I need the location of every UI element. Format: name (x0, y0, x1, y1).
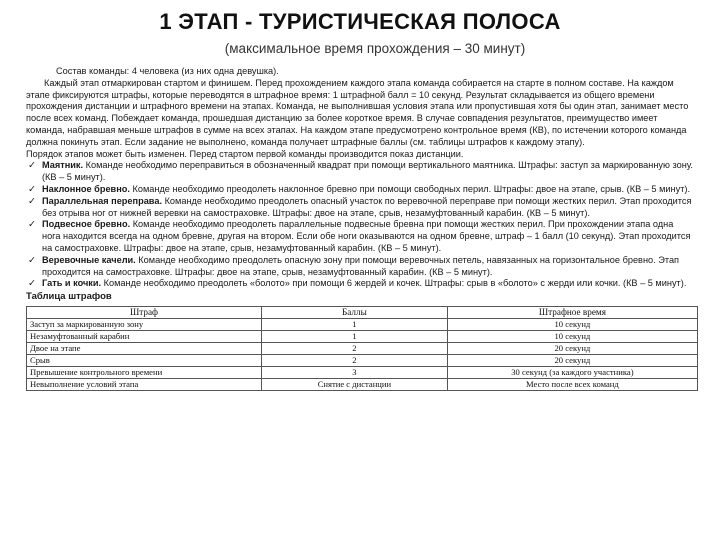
list-item (26, 196, 694, 220)
points-cell: 1 (261, 330, 447, 342)
points-cell: 2 (261, 342, 447, 354)
penalty-cell: Заступ за маркированную зону (27, 318, 262, 330)
table-row (27, 354, 698, 366)
list-item (26, 255, 694, 279)
stage-text: Команде необходимо преодолеть опасный участок по веревочной переправе при помощи жестких перил. Этап проходится без отрыва ног от нижней веревки на самостраховке. Штрафы: двое на этапе, срыв, незамуфтованный карабин. (КВ – 5 минут). (42, 195, 692, 218)
checkmark-icon: ✓ (28, 254, 36, 266)
stages-list (26, 160, 694, 290)
table-row (27, 342, 698, 354)
points-cell: 3 (261, 366, 447, 378)
checkmark-icon: ✓ (28, 195, 36, 207)
table-row (27, 330, 698, 342)
column-header-penalty: Штраф (27, 306, 262, 318)
points-cell: 2 (261, 354, 447, 366)
page-subtitle: (максимальное время прохождения – 30 минут) (224, 41, 526, 56)
checkmark-icon: ✓ (28, 183, 36, 195)
table-row (27, 318, 698, 330)
stage-text: Команде необходимо преодолеть «болото» при помощи 6 жердей и кочек. Штрафы: срыв в «болото» с жерди или кочки. (КВ – 5 минут). (103, 278, 687, 289)
stage-name: Наклонное бревно. (42, 183, 130, 194)
checkmark-icon: ✓ (28, 160, 36, 172)
penalty-table (26, 306, 698, 391)
column-header-points: Баллы (261, 306, 447, 318)
checkmark-icon: ✓ (28, 219, 36, 231)
points-cell: Снятие с дистанции (261, 378, 447, 390)
team-composition-value: 4 человека (из них одна девушка). (131, 66, 279, 76)
document-page (0, 9, 720, 549)
list-item (26, 278, 694, 290)
stage-name: Маятник. (42, 160, 84, 171)
stage-name: Веревочные качели. (42, 254, 136, 265)
table-row (27, 366, 698, 378)
list-item (26, 160, 694, 184)
stage-name: Гать и кочки. (42, 278, 102, 289)
stage-name: Параллельная переправа. (42, 195, 162, 206)
stage-text: Команде необходимо переправиться в обозначенный квадрат при помощи вертикального маятника. Штрафы: заступ за маркированную зону. (КВ – 5 минут). (42, 160, 693, 183)
time-cell: 30 секунд (за каждого участника) (447, 366, 697, 378)
table-row (27, 378, 698, 390)
column-header-penalty-time: Штрафное время (447, 306, 697, 318)
time-cell: 10 секунд (447, 318, 697, 330)
time-cell: 20 секунд (447, 342, 697, 354)
list-item (26, 184, 694, 196)
time-cell: Место после всех команд (447, 378, 697, 390)
points-cell: 1 (261, 318, 447, 330)
penalty-cell: Незамуфтованный карабин (27, 330, 262, 342)
intro-paragraph: Каждый этап отмаркирован стартом и финишем. Перед прохождением каждого этапа команда собирается на старте в полном составе. На каждом этапе фиксируются штрафы, которые переводятся в штрафное время: 1 штрафной балл = 10 секунд. Результат складывается из общего времени прохождения дистанции и штрафного времени на этапах. Команда, не выполнившая условия этапа или пропустившая хотя бы один этап, занимает место после всех команд. Побеждает команда, прошедшая дистанцию за более короткое время. В случае совпадения результатов, преимущество имеет команда, набравшая меньше штрафов в сумме на всех этапах. На каждом этапе предусмотрено контрольное время (КВ), по истечении которого команда должна покинуть этап. Если задание не выполнено, команда получает штрафные баллы (см. таблицы штрафов к каждому этапу). (26, 77, 689, 147)
stage-text: Команде необходимо преодолеть параллельные подвесные бревна при помощи жестких перил. При прохождении этапа одна нога находится всегда на одном бревне, другая на втором. Если обе ноги оказываются на одном бревне, штраф – 1 балл (10 секунд). Этап проходится на самостраховке. Штрафы: двое на этапе, срыв, незамуфтованный карабин. (КВ – 5 минут). (42, 219, 691, 253)
penalty-cell: Невыполнение условий этапа (27, 378, 262, 390)
penalty-cell: Превышение контрольного времени (27, 366, 262, 378)
stage-text: Команде необходимо преодолеть опасную зону при помощи веревочных петель, навязанных на горизонтальное бревно. Этап проходится на самостраховке. Штрафы: двое на этапе, срыв, незамуфтованный карабин. (КВ – 5 минут). (42, 254, 680, 277)
team-composition-label: Состав команды: (56, 66, 130, 76)
penalty-cell: Срыв (27, 354, 262, 366)
list-item (26, 219, 694, 254)
rules-text (26, 66, 694, 303)
table-caption: Таблица штрафов (26, 291, 112, 303)
penalty-cell: Двое на этапе (27, 342, 262, 354)
stage-text: Команде необходимо преодолеть наклонное бревно при помощи свободных перил. Штрафы: двое на этапе, срыв. (КВ – 5 минут). (132, 183, 691, 194)
team-composition (26, 66, 694, 78)
stage-name: Подвесное бревно. (42, 219, 131, 230)
checkmark-icon: ✓ (28, 278, 36, 290)
table-header-row (27, 306, 698, 318)
time-cell: 20 секунд (447, 354, 697, 366)
page-title: 1 ЭТАП - ТУРИСТИЧЕСКАЯ ПОЛОСА (159, 9, 561, 34)
time-cell: 10 секунд (447, 330, 697, 342)
order-note: Порядок этапов может быть изменен. Перед стартом первой команды производится показ дистанции. (26, 148, 464, 159)
